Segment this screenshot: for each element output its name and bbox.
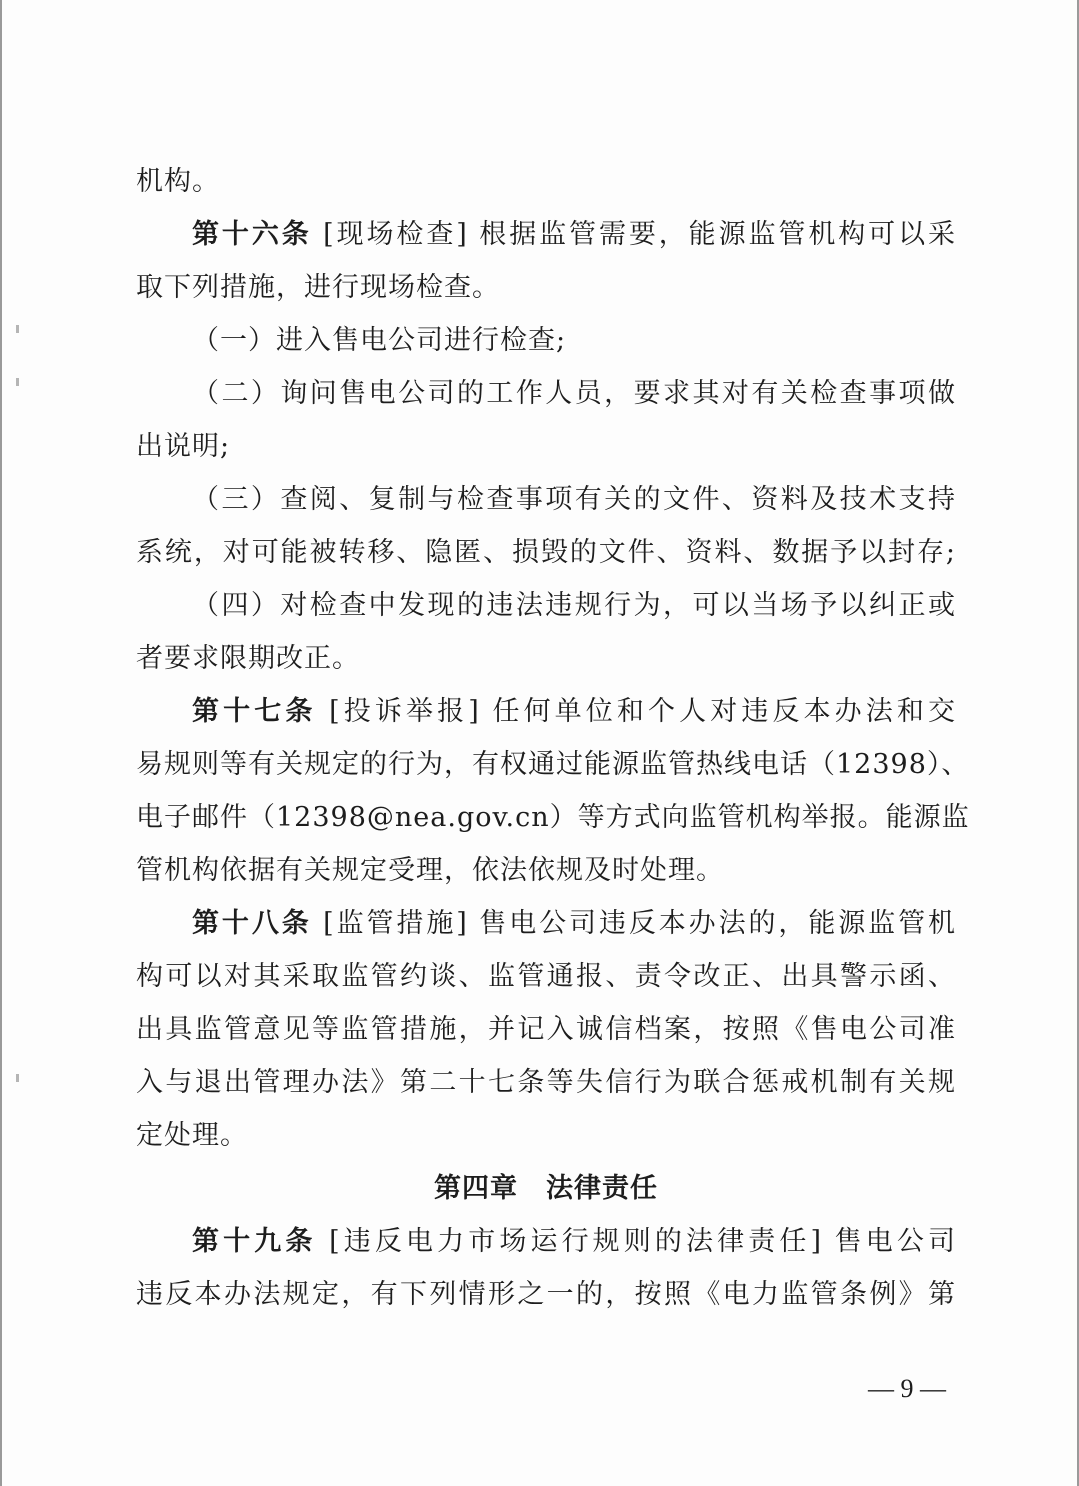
text-line: 入与退出管理办法》第二十七条等失信行为联合惩戒机制有关规 (136, 1067, 956, 1098)
text-line: 违反本办法规定，有下列情形之一的，按照《电力监管条例》第 (136, 1279, 956, 1310)
list-item: （三）查阅、复制与检查事项有关的文件、资料及技术支持 (192, 484, 956, 515)
list-item: （四）对检查中发现的违法违规行为，可以当场予以纠正或 (192, 590, 956, 621)
binding-mark (16, 325, 19, 333)
text-line: 管机构依据有关规定受理，依法依规及时处理。 (136, 855, 724, 886)
list-item: （二）询问售电公司的工作人员，要求其对有关检查事项做 (192, 378, 956, 409)
text-line: 者要求限期改正。 (136, 643, 360, 674)
page-number: — 9 — (868, 1374, 946, 1403)
text-line: 取下列措施，进行现场检查。 (136, 272, 500, 303)
text-line: 易规则等有关规定的行为，有权通过能源监管热线电话（12398）、 (136, 749, 970, 780)
binding-mark (16, 378, 19, 386)
article-label: 第十八条 (192, 908, 312, 939)
article-18-heading: 第十八条 [监管措施] 售电公司违反本办法的，能源监管机 (192, 908, 956, 939)
text-line: 出具监管意见等监管措施，并记入诚信档案，按照《售电公司准 (136, 1014, 956, 1045)
text-line: 构可以对其采取监管约谈、监管通报、责令改正、出具警示函、 (136, 961, 956, 992)
binding-mark (16, 1074, 19, 1082)
text-line: 系统，对可能被转移、隐匿、损毁的文件、资料、数据予以封存; (136, 537, 956, 568)
text-line: 定处理。 (136, 1120, 248, 1151)
article-16-heading: 第十六条 [现场检查] 根据监管需要，能源监管机构可以采 (192, 219, 956, 250)
text-line: 机构。 (136, 166, 220, 197)
article-label: 第十七条 (192, 696, 317, 727)
article-label: 第十九条 (192, 1226, 317, 1257)
article-label: 第十六条 (192, 219, 312, 250)
chapter-title: 第四章 法律责任 (434, 1173, 658, 1204)
list-item: （一）进入售电公司进行检查; (192, 325, 567, 356)
text-line: 电子邮件（12398@nea.gov.cn）等方式向监管机构举报。能源监 (136, 802, 970, 833)
article-19-heading: 第十九条 [违反电力市场运行规则的法律责任] 售电公司 (192, 1226, 957, 1257)
article-17-heading: 第十七条 [投诉举报] 任何单位和个人对违反本办法和交 (192, 696, 957, 727)
body-text (136, 155, 970, 1321)
text-line: 出说明; (136, 431, 231, 462)
